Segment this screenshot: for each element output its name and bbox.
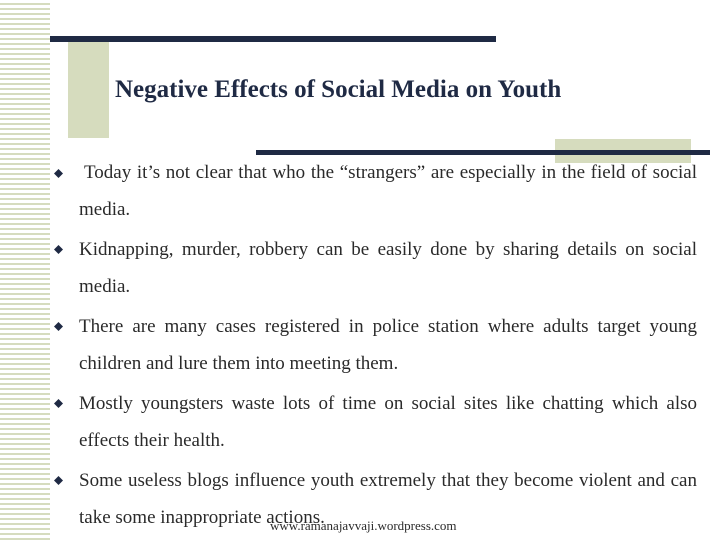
diamond-bullet-icon bbox=[54, 399, 63, 408]
bullet-text-3: There are many cases registered in police station where adults target young children and lure them into meeting them. bbox=[79, 316, 697, 374]
footer-url: www.ramanajavvaji.wordpress.com bbox=[270, 518, 457, 533]
diamond-bullet-icon bbox=[54, 322, 63, 331]
bullet-text-5: Some useless blogs influence youth extremely that they become violent and can take some inappropriate actions. bbox=[79, 470, 697, 528]
bullet-text-2: Kidnapping, murder, robbery can be easily done by sharing details on social media. bbox=[79, 239, 697, 297]
bullet-text-1: Today it’s not clear that who the “strangers” are especially in the field of social media. bbox=[79, 162, 697, 220]
title-accent-box bbox=[68, 40, 109, 138]
slide-title: Negative Effects of Social Media on Youth bbox=[115, 76, 562, 103]
bullet-text-4: Mostly youngsters waste lots of time on social sites like chatting which also effects their health. bbox=[79, 393, 697, 451]
diamond-bullet-icon bbox=[54, 245, 63, 254]
decorative-grid-band bbox=[0, 0, 50, 540]
diamond-bullet-icon bbox=[54, 476, 63, 485]
top-rule bbox=[50, 36, 496, 42]
diamond-bullet-icon bbox=[54, 169, 63, 178]
